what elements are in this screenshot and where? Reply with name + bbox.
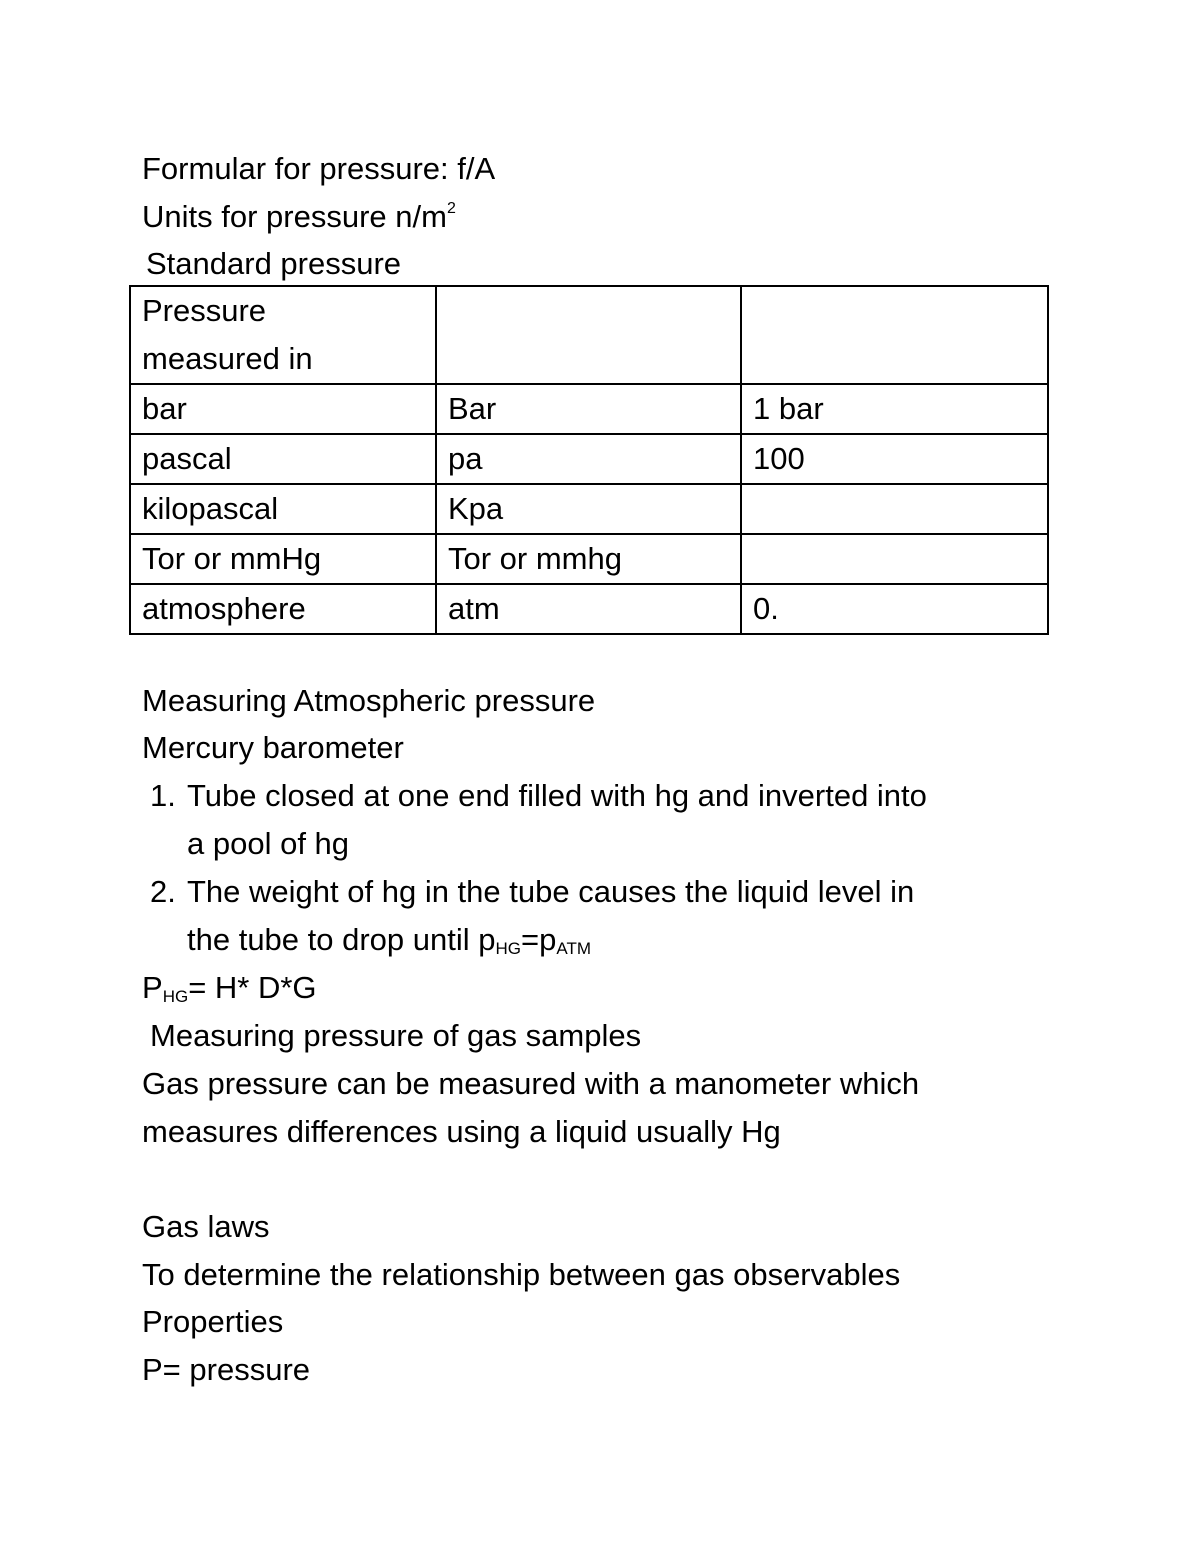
measuring-atmospheric-heading: Measuring Atmospheric pressure xyxy=(142,683,596,718)
table-cell-symbol: atm xyxy=(436,584,741,634)
table-row xyxy=(130,584,1048,634)
table-cell-value xyxy=(741,534,1048,584)
table-cell-symbol: Kpa xyxy=(436,484,741,534)
table-row xyxy=(130,534,1048,584)
units-line xyxy=(142,197,456,237)
table-cell-value: 0. xyxy=(741,584,1048,634)
subscript-atm: ATM xyxy=(556,939,591,958)
list-item-2-text: the tube to drop until p xyxy=(187,922,496,957)
formula-line: Formular for pressure: f/A xyxy=(142,151,496,186)
determine-line: To determine the relationship between gas observables xyxy=(142,1257,901,1292)
list-number-1: 1. xyxy=(150,778,176,813)
table-cell-symbol: Tor or mmhg xyxy=(436,534,741,584)
list-item-1-line-1: Tube closed at one end filled with hg and inverted into xyxy=(187,778,927,813)
units-exponent: 2 xyxy=(446,200,456,217)
table-header-row xyxy=(130,286,1048,384)
table-row xyxy=(130,434,1048,484)
measuring-gas-heading: Measuring pressure of gas samples xyxy=(150,1018,642,1053)
pressure-units-table xyxy=(129,285,1049,635)
list-item-2-line-2 xyxy=(187,916,591,964)
gas-laws-heading: Gas laws xyxy=(142,1209,270,1244)
units-text: Units for pressure n/m xyxy=(142,199,447,234)
equals-p: =p xyxy=(521,922,557,957)
gas-pressure-line-1: Gas pressure can be measured with a manometer which xyxy=(142,1066,920,1101)
subscript-hg: HG xyxy=(495,939,522,958)
standard-pressure-heading: Standard pressure xyxy=(146,246,402,281)
table-row xyxy=(130,484,1048,534)
table-cell-value xyxy=(741,484,1048,534)
p-pressure-line: P= pressure xyxy=(142,1352,311,1387)
mercury-barometer-heading: Mercury barometer xyxy=(142,730,404,765)
table-header-cell xyxy=(436,286,741,384)
table-cell-name: kilopascal xyxy=(130,484,436,534)
table-cell-name: bar xyxy=(130,384,436,434)
table-cell-value: 100 xyxy=(741,434,1048,484)
header-line-1: Pressure xyxy=(142,293,267,328)
list-item-2-line-1: The weight of hg in the tube causes the liquid level in xyxy=(187,874,915,909)
table-cell-symbol: pa xyxy=(436,434,741,484)
properties-line: Properties xyxy=(142,1304,284,1339)
header-line-2: measured in xyxy=(142,341,313,376)
table-cell-value: 1 bar xyxy=(741,384,1048,434)
table-cell-name: pascal xyxy=(130,434,436,484)
table-header-cell xyxy=(741,286,1048,384)
phg-formula-line xyxy=(142,968,317,1008)
list-item-1-line-2: a pool of hg xyxy=(187,826,350,861)
table-cell-name: atmosphere xyxy=(130,584,436,634)
list-number-2: 2. xyxy=(150,874,176,909)
table-cell-symbol: Bar xyxy=(436,384,741,434)
table-header-cell xyxy=(130,286,436,384)
table-row xyxy=(130,384,1048,434)
table-cell-name: Tor or mmHg xyxy=(130,534,436,584)
phg-rest: = H* D*G xyxy=(188,970,317,1005)
phg-p: P xyxy=(142,970,163,1005)
phg-subscript: HG xyxy=(162,987,189,1006)
gas-pressure-line-2: measures differences using a liquid usually Hg xyxy=(142,1114,781,1149)
